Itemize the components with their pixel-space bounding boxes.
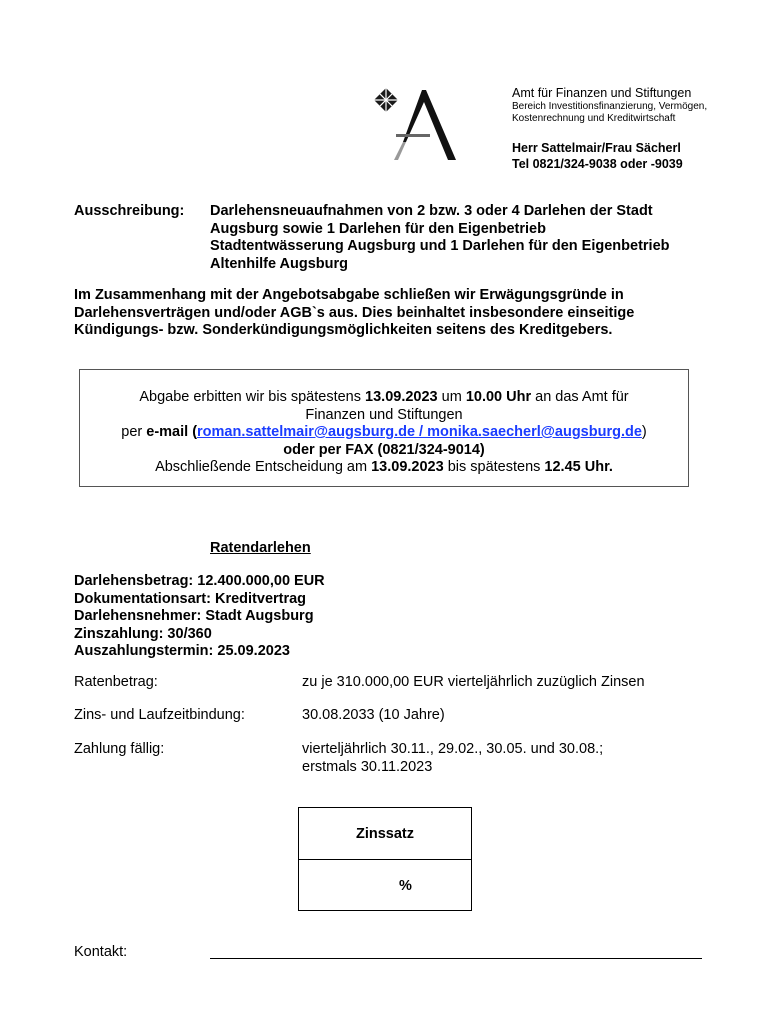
text: ( xyxy=(188,424,198,440)
contact-names: Herr Sattelmair/Frau Sächerl xyxy=(512,141,681,155)
exclusion-notice xyxy=(74,287,714,340)
notice-line: Im Zusammenhang mit der Angebotsabgabe schließen wir Erwägungsgründe in xyxy=(74,287,624,303)
text: um xyxy=(437,389,466,405)
interest-rate-header: Zinssatz xyxy=(299,808,471,860)
email-label: e-mail xyxy=(146,424,189,440)
fact-line: Darlehensbetrag: 12.400.000,00 EUR xyxy=(74,573,325,589)
fixed-term-value: 30.08.2033 (10 Jahre) xyxy=(302,707,445,723)
fixed-term-label: Zins- und Laufzeitbindung: xyxy=(74,707,245,723)
deadline-time: 10.00 Uhr xyxy=(465,389,532,405)
fact-line: Auszahlungstermin: 25.09.2023 xyxy=(74,643,290,659)
decision-time: 12.45 Uhr. xyxy=(544,459,613,475)
payment-due-label: Zahlung fällig: xyxy=(74,741,165,757)
email-links[interactable]: roman.sattelmair@augsburg.de / monika.saecherl@augsburg.de xyxy=(197,424,642,440)
fact-line: Darlehensnehmer: Stadt Augsburg xyxy=(74,608,314,624)
subject-line: Stadtentwässerung Augsburg und 1 Darlehen für den Eigenbetrieb xyxy=(210,238,670,254)
text: Abgabe erbitten wir bis spätestens xyxy=(139,389,366,405)
text: an das Amt für xyxy=(531,389,629,405)
text: bis spätestens xyxy=(443,459,545,475)
installment-label: Ratenbetrag: xyxy=(74,674,158,690)
contact-label: Kontakt: xyxy=(74,944,128,960)
installment-value: zu je 310.000,00 EUR vierteljährlich zuzüglich Zinsen xyxy=(302,674,645,690)
interest-rate-table xyxy=(298,807,472,911)
department-line-1: Bereich Investitionsfinanzierung, Vermögen, xyxy=(512,101,708,112)
subject-label: Ausschreibung: xyxy=(74,203,185,219)
subject-line: Augsburg sowie 1 Darlehen für den Eigenbetrieb xyxy=(210,220,546,237)
submission-line-2: Finanzen und Stiftungen xyxy=(305,406,463,423)
submission-line-1 xyxy=(80,389,688,407)
notice-line: Darlehensverträgen und/oder AGB`s aus. Dies beinhaltet insbesondere einseitige xyxy=(74,304,635,321)
text: ) xyxy=(641,424,647,440)
letterhead xyxy=(512,86,752,172)
submission-box xyxy=(79,369,689,487)
payment-due-value xyxy=(302,741,722,776)
city-logo-icon xyxy=(370,84,462,164)
loan-facts xyxy=(74,573,325,661)
fax-text: oder per FAX (0821/324-9014) xyxy=(283,441,485,458)
notice-line: Kündigungs- bzw. Sonderkündigungsmöglichkeiten seitens des Kreditgebers. xyxy=(74,322,613,338)
office-name: Amt für Finanzen und Stiftungen xyxy=(512,86,692,100)
section-title: Ratendarlehen xyxy=(210,540,311,556)
subject-line: Altenhilfe Augsburg xyxy=(210,255,349,272)
payment-due-line: vierteljährlich 30.11., 29.02., 30.05. und 30.08.; xyxy=(302,741,604,757)
department-line-2: Kostenrechnung und Kreditwirtschaft xyxy=(512,113,676,124)
text: per xyxy=(121,424,147,440)
submission-line-3 xyxy=(80,424,688,442)
deadline-date: 13.09.2023 xyxy=(365,389,438,405)
payment-due-line: erstmals 30.11.2023 xyxy=(302,758,433,775)
contact-signature-line[interactable] xyxy=(210,958,702,959)
interest-rate-field[interactable]: % xyxy=(399,878,412,894)
text: Abschließende Entscheidung am xyxy=(155,459,372,475)
contact-phone: Tel 0821/324-9038 oder -9039 xyxy=(512,157,683,171)
subject-line: Darlehensneuaufnahmen von 2 bzw. 3 oder 4 Darlehen der Stadt xyxy=(210,203,653,219)
fact-line: Dokumentationsart: Kreditvertrag xyxy=(74,590,307,607)
fact-line: Zinszahlung: 30/360 xyxy=(74,625,212,642)
submission-fax xyxy=(80,442,688,460)
decision-date: 13.09.2023 xyxy=(371,459,444,475)
subject-text xyxy=(210,203,710,273)
submission-line-5 xyxy=(80,459,688,477)
